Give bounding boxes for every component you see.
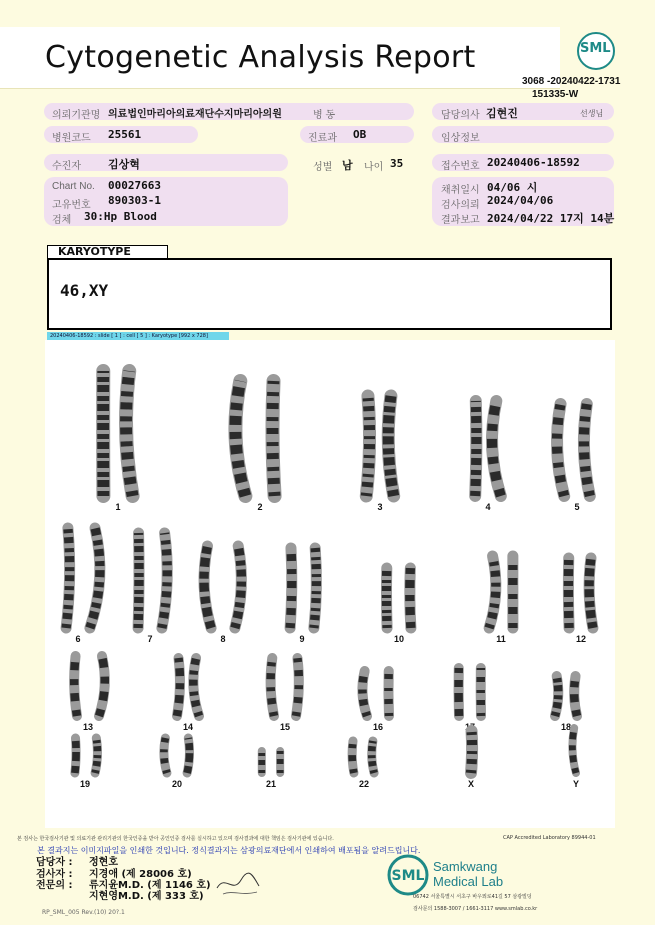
collect-label: 채취일시 [441, 185, 480, 196]
chromosome-label-6: 6 [75, 634, 81, 644]
specimen-value: 30:Hp Blood [84, 210, 157, 223]
staff1-value: 정현호 [89, 857, 118, 868]
chromosome-9-b [314, 548, 317, 628]
lab-address: 06742 서울특별시 서초구 바우뫼로41길 57 삼광빌딩 [413, 894, 532, 900]
chromosome-10-a [386, 568, 387, 628]
chromosome-7-a [138, 533, 139, 628]
request-label: 검사의뢰 [441, 200, 480, 211]
chromosome-22-a [352, 741, 354, 773]
chromosome-label-8: 8 [220, 634, 226, 644]
doctor-value: 김현진 [486, 107, 518, 120]
age-value: 35 [390, 157, 404, 170]
chromosome-8-a [204, 546, 211, 628]
form-code: RP_SML_005 Rev.(10) 20?.1 [42, 909, 125, 916]
chromosome-5-b [584, 404, 590, 496]
chromosome-11-a [489, 556, 496, 628]
hosp-code-value: 25561 [108, 128, 142, 141]
chromosome-label-11: 11 [496, 634, 506, 644]
dept-value: OB [353, 128, 367, 141]
chromosome-1-b [126, 371, 133, 496]
chromosome-label-19: 19 [79, 779, 91, 789]
doctor-suffix: 선생님 [580, 109, 604, 118]
chromosome-12-a [568, 558, 569, 628]
staff2-label: 검사자 : [36, 869, 73, 880]
signature-image [213, 868, 263, 898]
chromosome-9-a [290, 548, 292, 628]
chromosome-label-16: 16 [372, 722, 384, 732]
chromosome-label-X: X [467, 779, 475, 789]
lab-name-line2: Medical Lab [433, 874, 504, 889]
chromosome-5-a [557, 404, 564, 496]
receipt-value: 20240406-18592 [487, 156, 580, 169]
chromosome-6-a [66, 528, 70, 628]
karyotype-tab: KARYOTYPE [47, 245, 168, 259]
report-number-line2: 151335-W [532, 89, 579, 100]
hospital-value: 의료법인마리아의료재단수지마리아의원 [108, 109, 282, 120]
chromosome-label-18: 18 [560, 722, 572, 732]
clinical-label: 임상정보 [441, 133, 480, 144]
sex-label: 성별 [313, 162, 333, 173]
chromosome-label-12: 12 [575, 634, 587, 644]
chromosome-label-15: 15 [279, 722, 291, 732]
chromosome-7-b [162, 533, 167, 628]
chromosome-label-22: 22 [358, 779, 370, 789]
report-title: Cytogenetic Analysis Report [45, 40, 476, 75]
patient-value: 김상혁 [108, 158, 140, 171]
chromosome-3-b [388, 396, 393, 496]
result-date-value: 2024/04/22 17지 14분 [487, 212, 615, 225]
staff2-value: 지경애 (제 28006 호) [89, 869, 192, 880]
chromosome-label-17: 17 [464, 722, 476, 732]
chromosome-16-a [362, 671, 367, 716]
chromosome-label-13: 13 [82, 722, 94, 732]
karyogram-image [45, 340, 615, 828]
chromosome-6-b [90, 528, 100, 628]
chromosome-18-b [574, 676, 577, 716]
karyotype-result: 46,XY [60, 281, 109, 300]
chromosome-label-20: 20 [171, 779, 183, 789]
chart-label: Chart No. [52, 181, 95, 192]
lab-name [433, 859, 503, 889]
chromosome-8-b [235, 546, 241, 628]
chromosome-19-a [75, 738, 76, 773]
chromosome-label-3: 3 [377, 502, 383, 512]
chromosome-22-b [372, 741, 374, 773]
sex-value: 남 [342, 159, 353, 172]
karyogram-caption: 20240406-18592 : slide [ 1 ] : cell [ 5 ] : Karyotype [992 x 728] [47, 332, 229, 340]
age-label: 나이 [364, 162, 384, 173]
chromosome-14-b [193, 658, 199, 716]
chromosome-4-b [492, 401, 501, 496]
chromosome-13-a [74, 656, 77, 716]
ward-label: 병 동 [313, 110, 336, 121]
chromosome-label-2: 2 [257, 502, 263, 512]
request-value: 2024/04/06 [487, 194, 554, 207]
chromosome-label-1: 1 [115, 502, 121, 512]
staff1-label: 담당자 : [36, 857, 73, 868]
chromosome-label-4: 4 [485, 502, 491, 512]
chromosome-label-9: 9 [299, 634, 305, 644]
chromosome-Y [572, 728, 576, 773]
chromosome-4-a [475, 401, 476, 496]
result-date-label: 결과보고 [441, 215, 480, 226]
chromosome-3-a [366, 396, 369, 496]
chromosome-2-a [235, 381, 245, 496]
sml-logo-text: SML [580, 41, 611, 56]
chromosome-14-a [177, 658, 180, 716]
chromosome-label-14: 14 [182, 722, 194, 732]
karyotype-result-box [47, 258, 612, 330]
chromosome-label-21: 21 [265, 779, 277, 789]
chromosome-13-b [99, 656, 105, 716]
unique-value: 890303-1 [108, 194, 161, 207]
footer-fine-print: 본 검사는 한국검사기관 및 의료기관 관리기관의 한국인증을 받아 공인인증 검사를 실시하고 있으며 검사결과에 대한 책임은 검사기관에 있습니다. [17, 836, 334, 842]
sml-lab-logo-text: SML [391, 868, 425, 884]
sml-lab-logo [386, 853, 430, 897]
collect-value: 04/06 시 [487, 181, 538, 194]
doctor-label: 담당의사 [441, 110, 480, 121]
cap-accreditation: CAP Accredited Laboratory 89944-01 [503, 835, 596, 841]
footer-notice: 본 결과지는 이미지파일을 인쇄한 것입니다. 정식결과지는 삼광의료재단에서 인쇄하여 배포됨을 알려드립니다. [37, 846, 421, 855]
chromosome-label-5: 5 [574, 502, 580, 512]
lab-contact: 검사문의 1588-3007 / 1661-3117 www.smlab.co.kr [413, 906, 538, 912]
chromosome-label-Y: Y [572, 779, 580, 789]
chromosome-15-a [271, 658, 274, 716]
chromosome-label-7: 7 [147, 634, 153, 644]
chromosome-15-b [296, 658, 299, 716]
staff4-value: 지현영M.D. (제 333 호) [89, 891, 204, 902]
chromosome-label-10: 10 [393, 634, 405, 644]
lab-name-line1: Samkwang [433, 859, 498, 874]
receipt-label: 접수번호 [441, 161, 480, 172]
chromosome-20-a [164, 738, 167, 773]
dept-label: 진료과 [308, 133, 337, 144]
chromosome-X [471, 731, 472, 773]
chromosome-12-b [589, 558, 593, 628]
chromosome-10-b [410, 568, 411, 628]
report-number-line1: 3068 -20240422-1731 [522, 76, 621, 87]
chromosome-2-b [272, 381, 274, 496]
patient-label: 수진자 [52, 161, 81, 172]
specimen-label: 검체 [52, 215, 72, 226]
chart-value: 00027663 [108, 179, 161, 192]
chromosome-20-b [187, 738, 189, 773]
staff3-value: 류지윤M.D. (제 1146 호) [89, 880, 211, 891]
unique-label: 고유번호 [52, 200, 91, 211]
chromosome-16-b [388, 671, 389, 716]
hosp-code-label: 병원코드 [52, 133, 91, 144]
chromosome-18-a [555, 676, 558, 716]
hospital-label: 의뢰기관명 [52, 110, 101, 121]
chromosome-19-b [95, 738, 97, 773]
staff3-label: 전문의 : [36, 880, 73, 891]
